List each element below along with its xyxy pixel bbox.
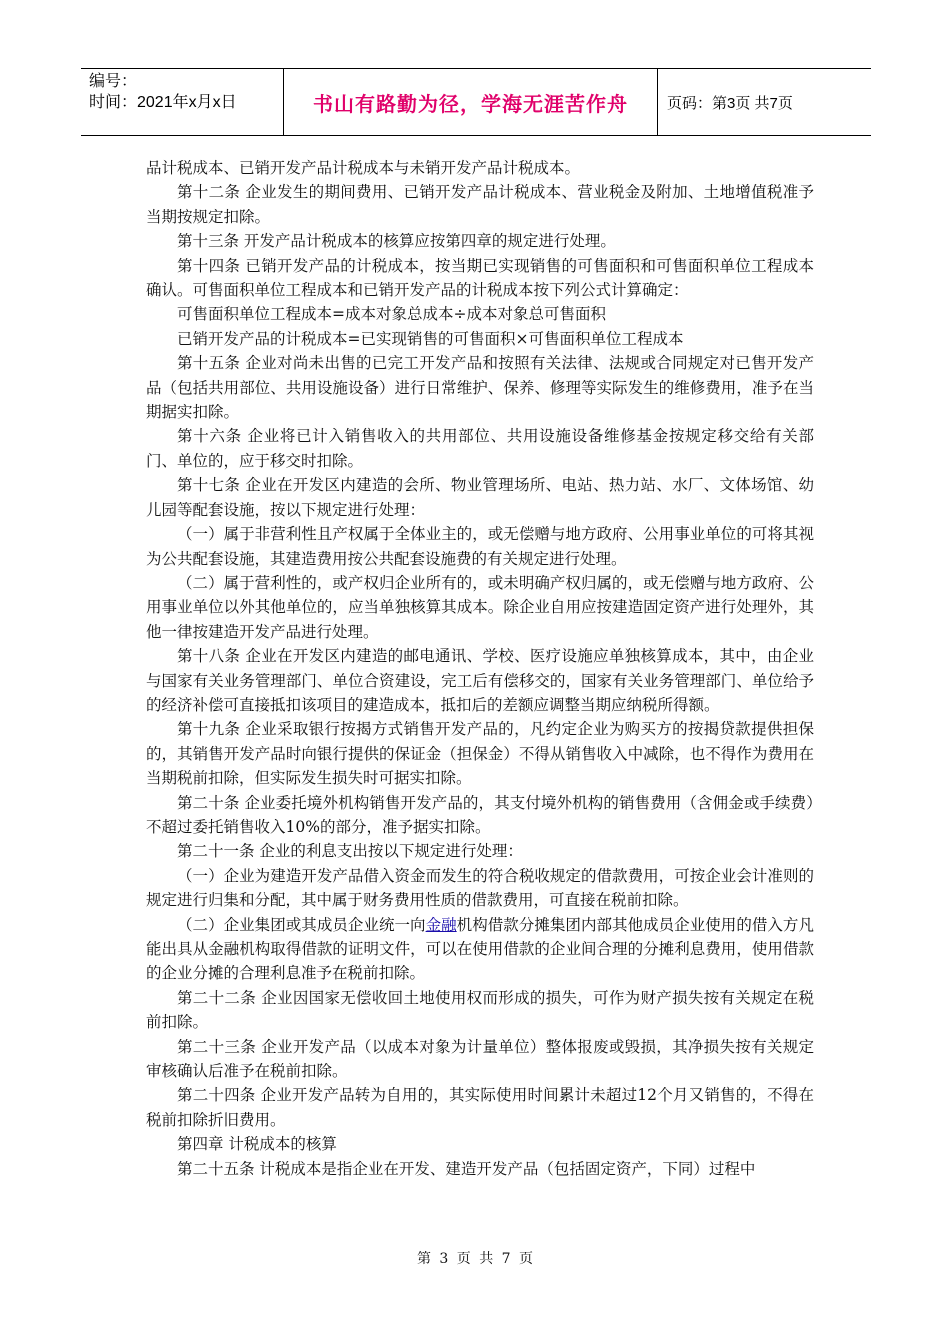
finance-link[interactable]: 金融	[425, 915, 457, 934]
paragraph: 品计税成本、已销开发产品计税成本与未销开发产品计税成本。	[146, 159, 581, 177]
page-header	[81, 68, 871, 136]
article-23: 第二十三条 企业开发产品（以成本对象为计量单位）整体报废或毁损，其净损失按有关规定审核确认后准予在税前扣除。	[146, 1037, 814, 1081]
article-12: 第十二条 企业发生的期间费用、已销开发产品计税成本、营业税金及附加、土地增值税准予当期按规定扣除。	[146, 183, 814, 226]
article-13: 第十三条 开发产品计税成本的核算应按第四章的规定进行处理。	[177, 232, 616, 251]
article-19: 第十九条 企业采取银行按揭方式销售开发产品的，凡约定企业为购买方的按揭贷款提供担保的，其销售开发产品时向银行提供的保证金（担保金）不得从销售收入中减除，也不得作为费用在当期税前扣除，但实际发生损失时可据实扣除。	[146, 720, 814, 788]
document-number-label: 编号：	[89, 73, 138, 90]
header-motto: 书山有路勤为径，学海无涯苦作舟	[313, 91, 628, 116]
article-20: 第二十条 企业委托境外机构销售开发产品的，其支付境外机构的销售费用（含佣金或手续费）不超过委托销售收入10%的部分，准予据实扣除。	[146, 793, 814, 836]
page-footer: 第 3 页 共 7 页	[416, 1251, 534, 1267]
article-18: 第十八条 企业在开发区内建造的邮电通讯、学校、医疗设施应单独核算成本，其中，由企业与国家有关业务管理部门、单位合资建设，完工后有偿移交的，国家有关业务管理部门、单位给予的经济补偿可直接抵扣该项目的建造成本，抵扣后的差额应调整当期应纳税所得额。	[146, 647, 814, 714]
article-16: 第十六条 企业将已计入销售收入的共用部位、共用设施设备维修基金按规定移交给有关部门、单位的，应于移交时扣除。	[146, 427, 814, 470]
formula-sold-cost: 已销开发产品的计税成本=已实现销售的可售面积×可售面积单位工程成本	[177, 329, 684, 348]
article-24: 第二十四条 企业开发产品转为自用的，其实际使用时间累计未超过12个月又销售的，不得在税前扣除折旧费用。	[146, 1086, 814, 1129]
text-span: 机构借款分摊集团内部其他成员企业使用的借入方凡能出具从金融机构取得借款的证明文件，可以在使用借款的企业间合理的分摊利息费用，使用借款的企业分摊的合理利息准予在税前扣除。	[146, 915, 814, 983]
article-14: 第十四条 已销开发产品的计税成本，按当期已实现销售的可售面积和可售面积单位工程成本确认。可售面积单位工程成本和已销开发产品的计税成本按下列公式计算确定：	[146, 256, 814, 300]
header-meta	[89, 71, 237, 113]
chapter-heading: 第四章 计税成本的核算	[177, 1135, 337, 1154]
header-page-info: 页码：第3页 共7页	[667, 94, 793, 112]
formula-unit-cost: 可售面积单位工程成本=成本对象总成本÷成本对象总可售面积	[177, 305, 606, 324]
document-date: 时间：2021年x月x日	[89, 94, 237, 111]
article-17: 第十七条 企业在开发区内建造的会所、物业管理场所、电站、热力站、水厂、文体场馆、幼儿园等配套设施，按以下规定进行处理：	[146, 476, 814, 519]
article-21-item-1: （一）企业为建造开发产品借入资金而发生的符合税收规定的借款费用，可按企业会计准则的规定进行归集和分配，其中属于财务费用性质的借款费用，可直接在税前扣除。	[146, 866, 814, 910]
article-15: 第十五条 企业对尚未出售的已完工开发产品和按照有关法律、法规或合同规定对已售开发产品（包括共用部位、共用设施设备）进行日常维护、保养、修理等实际发生的维修费用，准予在当期据实扣除。	[146, 354, 814, 422]
article-21-item-2	[146, 913, 814, 986]
header-divider	[657, 69, 658, 135]
article-25: 第二十五条 计税成本是指企业在开发、建造开发产品（包括固定资产，下同）过程中	[177, 1159, 756, 1178]
article-17-item-1: （一）属于非营利性且产权属于全体业主的，或无偿赠与地方政府、公用事业单位的可将其视为公共配套设施，其建造费用按公共配套设施费的有关规定进行处理。	[146, 525, 814, 568]
article-22: 第二十二条 企业因国家无偿收回土地使用权而形成的损失，可作为财产损失按有关规定在税前扣除。	[146, 988, 814, 1032]
text-span: （二）企业集团或其成员企业统一向	[177, 915, 426, 934]
article-21: 第二十一条 企业的利息支出按以下规定进行处理：	[177, 842, 523, 861]
document-body	[146, 156, 814, 1181]
article-17-item-2: （二）属于营利性的，或产权归企业所有的，或未明确产权归属的，或无偿赠与地方政府、公用事业单位以外其他单位的，应当单独核算其成本。除企业自用应按建造固定资产进行处理外，其他一律按建造开发产品进行处理。	[146, 573, 814, 641]
